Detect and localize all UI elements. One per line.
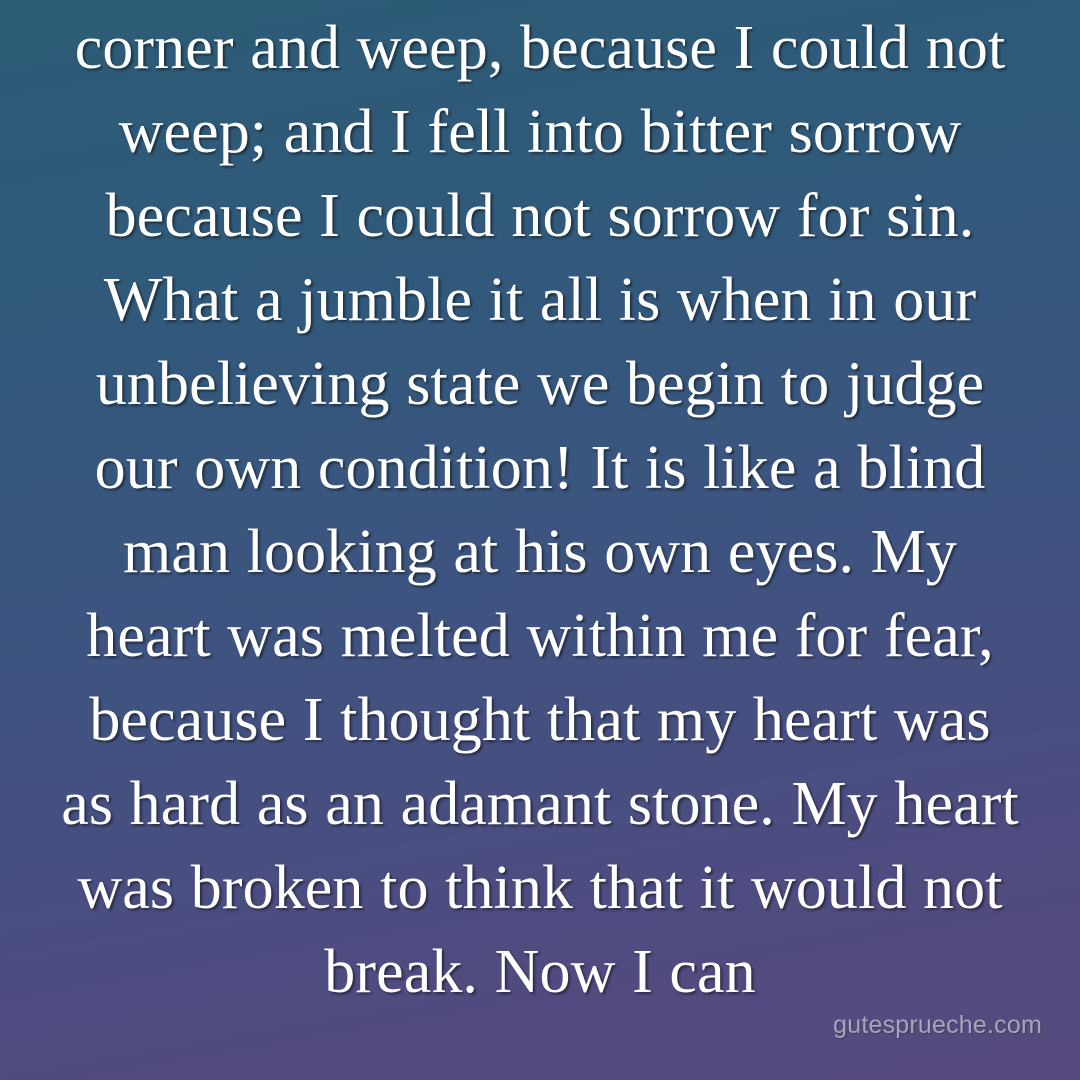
quote-text: corner and weep, because I could not weep; and I fell into bitter sorrow because I could not sorrow for sin. What a jumble it all is when in our unbelieving state we begin to judge our own condition! It is like a blind man looking at his own eyes. My heart was melted within me for fear, because I thought that my heart was as hard as an adamant stone. My heart was broken to think that it would not break. Now I can (61, 14, 1019, 1006)
site-watermark: gutesprueche.com (833, 1011, 1042, 1039)
